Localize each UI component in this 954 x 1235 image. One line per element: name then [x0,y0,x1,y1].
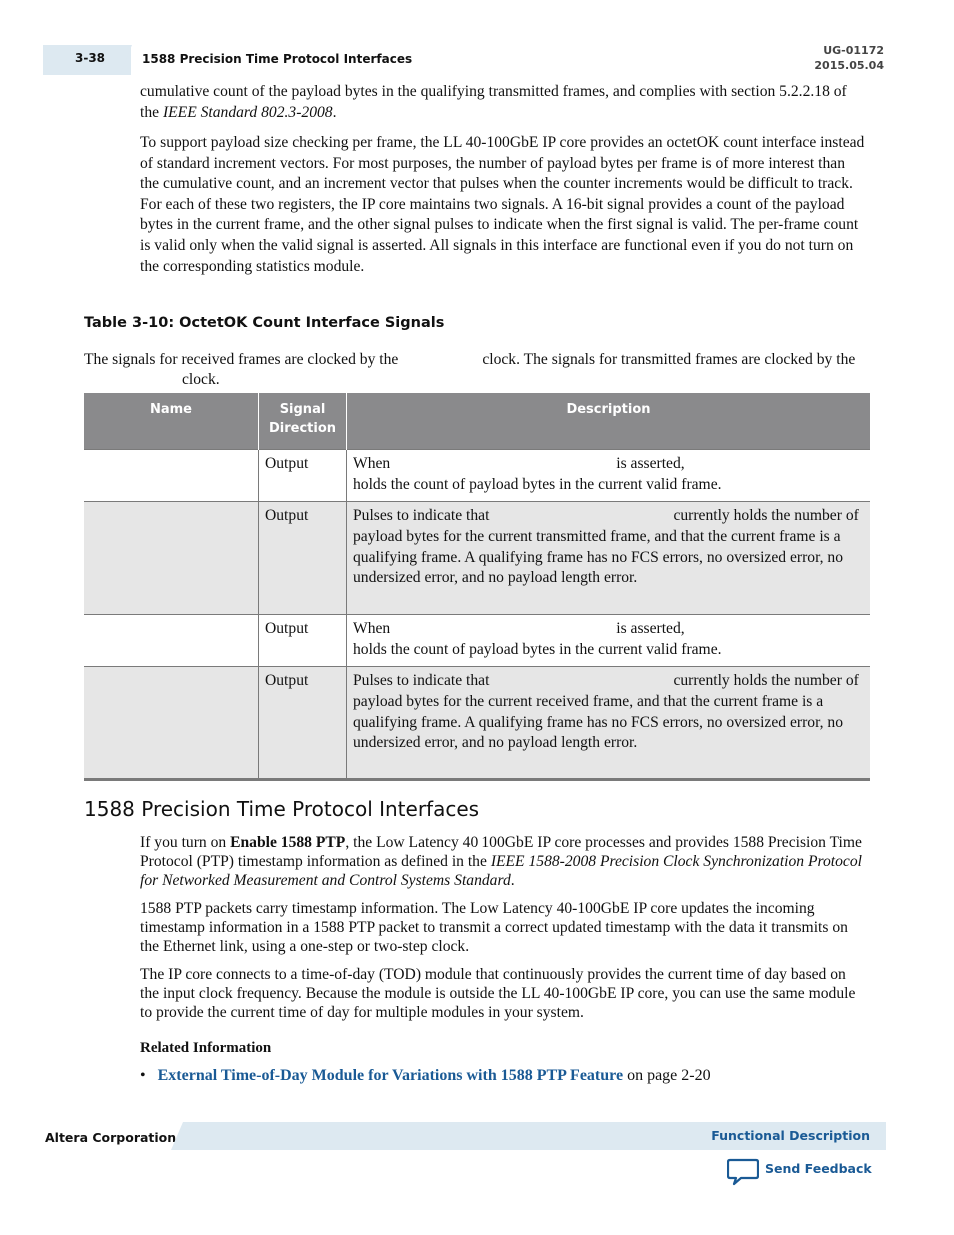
table-row [84,615,870,667]
table-row [84,450,870,502]
header-tab-notch [120,45,132,75]
table-row [84,502,870,615]
table-caption: Table 3-10: OctetOK Count Interface Signals [84,315,445,331]
send-feedback-link[interactable]: Send Feedback [765,1161,872,1176]
header-direction [259,393,347,450]
signal-description [347,502,871,615]
related-link[interactable]: External Time-of-Day Module for Variations with 1588 PTP Feature [157,1067,624,1084]
signal-name [84,615,259,667]
header-description: Description [347,393,871,450]
feedback-icon[interactable] [727,1158,759,1186]
desc-part: holds the count of payload bytes in the current valid frame. [353,475,722,493]
desc-part: Pulses to indicate that [353,672,490,689]
header-direction-line1: Signal [279,402,326,417]
related-info-item [140,1067,711,1085]
page-number: 3-38 [75,51,106,65]
signal-direction: Output [259,667,347,780]
table-row [84,667,870,780]
desc-part: When [353,620,391,637]
signal-name [84,667,259,780]
intro-paragraph-1 [140,82,865,123]
related-info-heading: Related Information [140,1040,272,1056]
desc-part: Pulses to indicate that [353,507,490,524]
doc-info [814,43,884,73]
footer-bar-notch [171,1122,183,1150]
signal-direction: Output [259,450,347,502]
signal-description [347,667,871,780]
table-note-part: clock. [182,371,220,388]
desc-part: holds the count of payload bytes in the current valid frame. [353,640,722,658]
ptp-paragraph-2: 1588 PTP packets carry timestamp information. The Low Latency 40-100GbE IP core updates the incoming timestamp information in a 1588 PTP packet to transmit a correct updated timestamp with the data it transmits on the Ethernet link, using a one-step or two-step clock. [140,900,848,955]
section-heading: 1588 Precision Time Protocol Interfaces [84,797,480,821]
header-name: Name [84,393,259,450]
standard-reference: IEEE 1588-2008 Precision Clock Synchronization Protocol for Networked Measurement and Control Systems Standard [140,852,862,889]
signal-description [347,450,871,502]
ptp-text: . [510,871,515,889]
table-note-part: clock. The signals for transmitted frames are clocked by the [482,351,856,368]
desc-part: is asserted, [616,620,685,637]
desc-part: number of payload bytes for the current received frame, and that the current frame is a qualifying frame. A qualifying frame has no FCS errors, no oversized error, no undersized error, and no payload length error. [353,672,859,752]
desc-part: number of payload bytes for the current transmitted frame, and that the current frame is a qualifying frame. A qualifying frame has no FCS errors, no oversized error, no undersized error, and no payload length error. [353,507,859,587]
option-name: Enable 1588 PTP [230,834,346,851]
signal-direction: Output [259,615,347,667]
desc-part: When [353,455,391,472]
signals-table [84,393,870,781]
signal-name [84,450,259,502]
signal-direction: Output [259,502,347,615]
desc-part: is asserted, [616,455,685,472]
table-note-part: The signals for received frames are clocked by the [84,351,399,368]
desc-part: currently holds the [673,507,791,524]
running-title: 1588 Precision Time Protocol Interfaces [142,52,413,66]
intro-text: cumulative count of the payload bytes in the qualifying transmitted frames, and complies with section 5.2.2.18 of the [140,83,847,121]
footer-company: Altera Corporation [45,1130,177,1145]
table-header-row [84,393,870,450]
intro-paragraph-2: To support payload size checking per frame, the LL 40-100GbE IP core provides an octetOK count interface instead of standard increment vectors. For most purposes, the number of payload bytes per frame is of more interest than the cumulative count, and an increment vector that pulses when the counter increments would be difficult to track. For each of these two registers, the IP core maintains two signals. A 16-bit signal provides a count of the payload bytes in the current frame, and the other signal pulses to indicate when the first signal is valid. The per-frame count is valid only when the valid signal is asserted. All signals in this interface are functional even if you do not turn on the corresponding statistics module. [140,134,865,275]
table-note [84,350,874,390]
standard-reference: IEEE Standard 802.3-2008 [162,103,333,121]
bullet: • [140,1067,146,1084]
doc-id: UG-01172 [823,44,884,57]
related-link-suffix: on page 2-20 [623,1067,711,1084]
footer-chapter-link[interactable]: Functional Description [711,1128,870,1143]
intro-text-end: . [332,103,337,121]
signal-description [347,615,871,667]
ptp-text: If you turn on [140,834,231,851]
ptp-paragraph-1 [140,834,865,890]
doc-date: 2015.05.04 [814,59,884,72]
ptp-paragraph-3: The IP core connects to a time-of-day (TOD) module that continuously provides the current time of day based on the input clock frequency. Because the module is outside the LL 40-100GbE IP core, you can use the same module to provide the current time of day for multiple modules in your system. [140,966,856,1021]
header-direction-line2: Direction [268,421,337,436]
desc-part: currently holds the [673,672,791,689]
ptp-text: , the Low Latency 40 100GbE IP core processes and provides 1588 Precision Time Protocol (PTP) timestamp information as defined in the [140,834,862,870]
signal-name [84,502,259,615]
